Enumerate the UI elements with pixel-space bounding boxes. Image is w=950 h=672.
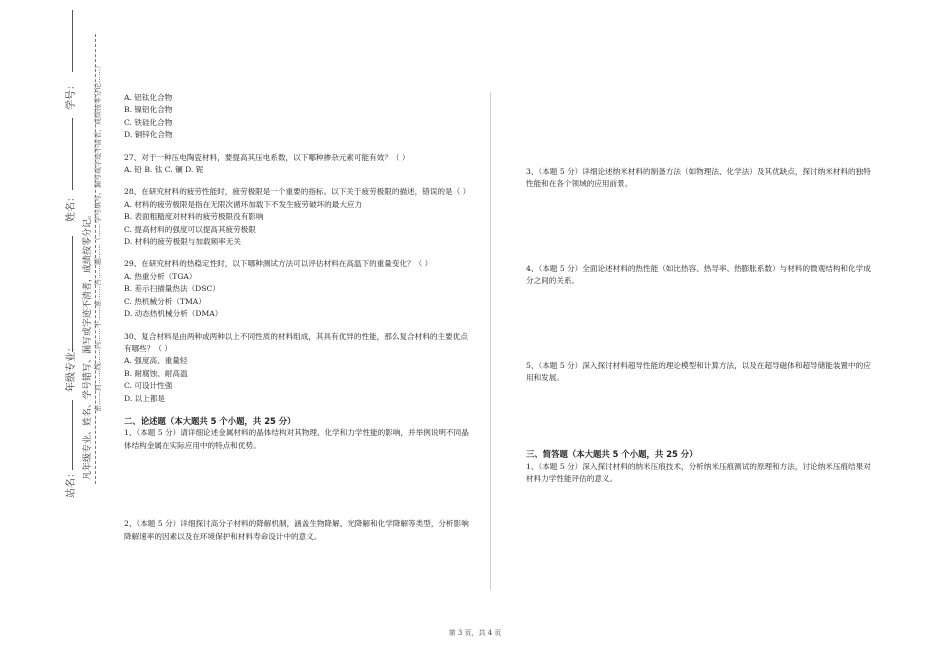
q28-option-d: D. 材料的疲劳极限与加载频率无关 xyxy=(124,237,241,247)
essay-question-3: 3、（本题 5 分）详细论述纳米材料的制备方法（如物理法、化学法）及其优缺点，探讨纳米材料的独特性能和在各个领域的应用前景。 xyxy=(526,167,871,189)
section-2-title: 二、论述题（本大题共 5 个小题，共 25 分） xyxy=(124,415,296,426)
grade-major-label: 年级专业： xyxy=(66,342,77,392)
section-3-title: 三、简答题（本大题共 5 个小题，共 25 分） xyxy=(526,449,698,460)
site-name-label: 站名： xyxy=(66,468,77,498)
q27-stem: 27、对于一种压电陶瓷材料，要提高其压电系数，以下哪种掺杂元素可能有效？（ ） xyxy=(124,152,410,162)
name-label: 姓名： xyxy=(66,192,77,222)
question-28 xyxy=(124,186,469,248)
q29-stem: 29、在研究材料的热稳定性时，以下哪种测试方法可以评估材料在高温下的重量变化？（ ） xyxy=(124,259,433,269)
student-id-label: 学号： xyxy=(66,80,77,110)
q26-option-b: B. 镍铝化合物 xyxy=(124,105,173,115)
column-divider xyxy=(490,92,491,590)
right-column xyxy=(526,92,871,486)
essay-question-2: 2、（本题 5 分）详细探讨高分子材料的降解机制，涵盖生物降解、光降解和化学降解等类型，分析影响降解速率的因素以及在环境保护和材料寿命设计中的意义。 xyxy=(124,519,469,541)
essay-question-5: 5、（本题 5 分）深入探讨材料超导性能的理论模型和计算方法，以及在超导磁体和超导储能装置中的应用和发展。 xyxy=(526,360,871,383)
seal-dotted-line xyxy=(95,34,96,484)
q26-option-c: C. 铁硅化合物 xyxy=(124,117,173,127)
short-answer-1: 1、（本题 5 分）深入探讨材料的纳米压痕技术，分析纳米压痕测试的原理和方法，讨论纳米压痕结果对材料力学性能评估的意义。 xyxy=(526,461,871,484)
q28-stem: 28、在研究材料的疲劳性能时，疲劳极限是一个重要的指标。以下关于疲劳极限的描述，错误的是（ ） xyxy=(124,187,471,197)
q28-option-c: C. 提高材料的强度可以提高其疲劳极限 xyxy=(124,224,256,234)
q30-option-b: B. 耐腐蚀、耐高温 xyxy=(124,368,188,378)
q26-option-d: D. 铜锌化合物 xyxy=(124,130,173,140)
question-27 xyxy=(124,152,469,177)
student-id-line xyxy=(72,10,73,72)
q26-options xyxy=(124,92,469,142)
q30-stem: 30、复合材料是由两种或两种以上不同性质的材料组成，其具有优异的性能，那么复合材料的主要优点有哪些？（ ） xyxy=(124,331,468,353)
q29-option-d: D. 动态热机械分析（DMA） xyxy=(124,309,223,319)
question-30 xyxy=(124,331,469,405)
q30-option-a: A. 强度高、重量轻 xyxy=(124,356,188,366)
left-column xyxy=(124,92,469,543)
q28-option-b: B. 表面粗糙度对材料的疲劳极限没有影响 xyxy=(124,212,264,222)
q30-option-d: D. 以上都是 xyxy=(124,393,166,403)
q28-option-a: A. 材料的疲劳极限是指在无限次循环加载下不发生疲劳破坏的最大应力 xyxy=(124,199,363,209)
page-footer: 第 3 页，共 4 页 xyxy=(448,629,502,637)
site-name-line xyxy=(72,400,73,470)
q30-option-c: C. 可设计性强 xyxy=(124,381,173,391)
binding-instruction: 凡年级专业、姓名、学号错写、漏写或字迹不清者，成绩按零分记。 xyxy=(83,209,93,480)
grade-major-line xyxy=(72,236,73,352)
q26-option-a: A. 铝钛化合物 xyxy=(124,93,173,102)
name-line xyxy=(72,118,73,190)
essay-question-1: 1、（本题 5 分）请详细论述金属材料的晶体结构对其物理、化学和力学性能的影响，并举例说明不同晶体结构金属在实际应用中的特点和优势。 xyxy=(124,428,469,450)
q29-option-c: C. 热机械分析（TMA） xyxy=(124,296,206,306)
essay-question-4: 4、（本题 5 分）全面论述材料的热性能（如比热容、热导率、热膨胀系数）与材料的微观结构和化学成分之间的关系。 xyxy=(526,263,871,286)
q29-option-b: B. 差示扫描量热法（DSC） xyxy=(124,284,220,294)
q27-options: A. 铅 B. 钛 C. 镧 D. 铌 xyxy=(124,165,204,175)
question-29 xyxy=(124,258,469,320)
q29-option-a: A. 热重分析（TGA） xyxy=(124,271,197,281)
